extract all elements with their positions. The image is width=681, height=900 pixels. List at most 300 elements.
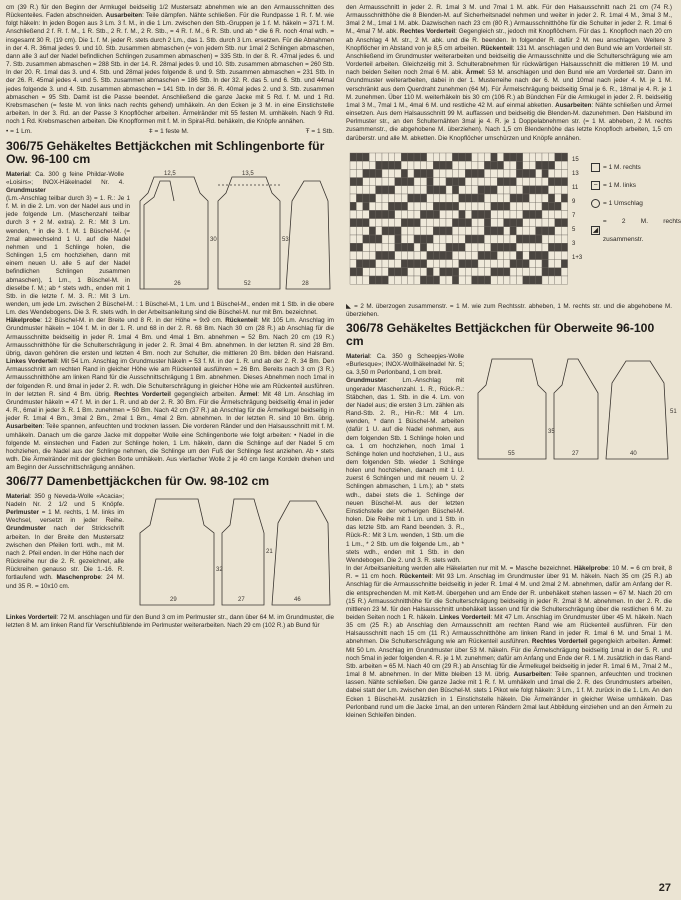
chart-cell [516, 226, 522, 234]
chart-cell [561, 218, 567, 226]
chart-cell [542, 259, 548, 267]
chart-cell [446, 177, 452, 185]
chart-cell [382, 218, 388, 226]
chart-cell [465, 185, 471, 193]
chart-cell [536, 194, 542, 202]
chart-cell [452, 202, 458, 210]
chart-cell [523, 243, 529, 251]
chart-cell [363, 194, 369, 202]
chart-cell [465, 161, 471, 169]
chart-cell [548, 243, 554, 251]
chart-cell [427, 251, 433, 259]
chart-cell [376, 259, 382, 267]
chart-cell [548, 169, 554, 177]
chart-cell [516, 259, 522, 267]
chart-cell [401, 218, 407, 226]
chart-cell [472, 251, 478, 259]
chart-cell [510, 276, 516, 284]
chart-cell [414, 185, 420, 193]
chart-cell [536, 226, 542, 234]
chart-cell [516, 276, 522, 284]
text: cm (39 R.) für den Beginn der Armkugel beidseitig 1/2 Mustersatz abnehmen wie an den Armausschnitten des Rückenteiles. Faden abschneiden. [6, 4, 334, 20]
chart-cell [427, 235, 433, 243]
label: Ärmel [465, 69, 484, 77]
chart-cell [497, 276, 503, 284]
label: Rechtes Vorderteil [114, 390, 171, 398]
chart-cell [510, 177, 516, 185]
chart-cell [452, 153, 458, 161]
chart-cell [510, 161, 516, 169]
label: Linkes Vorderteil [6, 358, 57, 366]
chart-cell [542, 169, 548, 177]
chart-cell [491, 267, 497, 275]
legend-label: = 2 M. rechts zusammenstr. [602, 217, 681, 243]
chart-cell [408, 185, 414, 193]
chart-cell [555, 161, 561, 169]
chart-cell [510, 202, 516, 210]
chart-cell [561, 259, 567, 267]
chart-cell [446, 235, 452, 243]
chart-cell [369, 202, 375, 210]
label: Rückenteil [480, 44, 513, 52]
chart-cell [401, 202, 407, 210]
chart-cell [363, 267, 369, 275]
chart-cell [356, 194, 362, 202]
text: : 24 M. und 35 R. = 10x10 cm. [6, 574, 125, 590]
chart-cell [465, 153, 471, 161]
chart-cell [356, 161, 362, 169]
chart-cell [536, 161, 542, 169]
chart-cell [446, 169, 452, 177]
chart-cell [414, 218, 420, 226]
chart-cell [420, 177, 426, 185]
row-label: 15 [572, 156, 579, 163]
text: In der Arbeitsanleitung werden alle Häkelarten nur mit M. = Masche bezeichnet. [346, 565, 572, 573]
chart-cell [427, 226, 433, 234]
row-label: 1+3 [572, 254, 583, 261]
chart-cell [388, 267, 394, 275]
chart-cell [446, 153, 452, 161]
chart-cell [478, 153, 484, 161]
text: : 10 M. = 6 cm breit, 8 R. = 11 cm hoch. [346, 565, 672, 581]
chart-cell [414, 251, 420, 259]
chart-cell [408, 243, 414, 251]
chart-cell [472, 194, 478, 202]
chart-cell [555, 226, 561, 234]
chart-cell [433, 161, 439, 169]
paragraph [346, 4, 672, 143]
legend-item [591, 195, 681, 213]
chart-cell [427, 194, 433, 202]
chart-cell [523, 235, 529, 243]
label: Rückenteil [399, 573, 432, 581]
paragraph [6, 317, 334, 472]
chart-cell [350, 267, 356, 275]
chart-cell [356, 267, 362, 275]
chart-cell [452, 218, 458, 226]
chart-cell [523, 161, 529, 169]
chart-cell [420, 235, 426, 243]
chart-cell [459, 226, 465, 234]
text-block [346, 377, 464, 565]
chart-cell [523, 210, 529, 218]
chart-cell [433, 226, 439, 234]
chart-cell [440, 177, 446, 185]
chart-cell [363, 177, 369, 185]
chart-cell [356, 185, 362, 193]
chart-cell [420, 243, 426, 251]
chart-cell [369, 226, 375, 234]
chart-cell [369, 177, 375, 185]
chart-cell [529, 276, 535, 284]
chart-cell [459, 202, 465, 210]
chart-cell [548, 251, 554, 259]
chart-cell [465, 210, 471, 218]
chart-cell [395, 161, 401, 169]
chart-cell [356, 218, 362, 226]
chart-cell [504, 259, 510, 267]
chart-cell [561, 276, 567, 284]
chart-cell [440, 267, 446, 275]
chart-cell [516, 218, 522, 226]
chart-cell [491, 177, 497, 185]
chart-cell [484, 235, 490, 243]
chart-cell [356, 210, 362, 218]
chart-cell [523, 251, 529, 259]
chart-cell [427, 218, 433, 226]
chart-cell [529, 153, 535, 161]
chart-cell [408, 276, 414, 284]
chart-cell [446, 218, 452, 226]
chart-cell [420, 169, 426, 177]
chart-cell [388, 210, 394, 218]
paragraph [6, 4, 334, 126]
chart-cell [420, 202, 426, 210]
right-column [346, 4, 681, 720]
label: Material [6, 170, 30, 178]
chart-cell [388, 194, 394, 202]
chart-cell [510, 153, 516, 161]
text: : Gegengleich str., jedoch mit Knopflöchern. Für das 1. Knopfloch nach 20 cm ab Anschlag 4 M. str., 2 M. abk. und die R. beenden. In folgender R. dafür 2 M. neu anschlagen. Weitere 3 Knopflöcher im Abstand von je 8,5 cm arbeiten. [346, 28, 672, 52]
legend-item [306, 128, 334, 136]
chart-cell [542, 276, 548, 284]
chart-cell [484, 210, 490, 218]
chart-cell [491, 243, 497, 251]
chart-cell [491, 185, 497, 193]
chart-cell [472, 243, 478, 251]
chart-cell [548, 259, 554, 267]
chart-cell [433, 267, 439, 275]
chart-cell [516, 243, 522, 251]
chart-cell [536, 210, 542, 218]
text-block [346, 353, 464, 377]
label: Häkelprobe [574, 565, 609, 573]
section-heading: 306/75 Gehäkeltes Bettjäckchen mit Schlingenborte für Ow. 96-100 cm [6, 138, 325, 166]
chart-cell [510, 235, 516, 243]
chart-cell [363, 276, 369, 284]
chart-cell [529, 194, 535, 202]
chart-cell [408, 235, 414, 243]
chart-cell [555, 267, 561, 275]
chart-cell [516, 194, 522, 202]
chart-cell [459, 169, 465, 177]
chart-cell [369, 169, 375, 177]
chart-cell [516, 161, 522, 169]
chart-cell [484, 153, 490, 161]
chart-cell [548, 161, 554, 169]
chart-cell [356, 259, 362, 267]
text: : Ca. 300 g feine Phildar-Wolle «Loisirs»; INOX-Häkelnadel Nr. 4. [6, 170, 124, 186]
chart-cell [478, 169, 484, 177]
chart-cell [478, 276, 484, 284]
chart-cell [523, 202, 529, 210]
chart-cell [510, 194, 516, 202]
chart-cell [536, 169, 542, 177]
label: Ärmel [652, 638, 671, 646]
chart-cell [555, 218, 561, 226]
chart-cell [395, 226, 401, 234]
chart-cell [516, 177, 522, 185]
row-label: 7 [572, 212, 576, 219]
chart-cell [523, 169, 529, 177]
measurement-label: 52 [244, 280, 251, 287]
chart-cell [497, 169, 503, 177]
chart-cell [395, 218, 401, 226]
chart-cell [408, 169, 414, 177]
text: = 1 M. rechts, 1 M. links im Wechsel, versetzt in jeder Reihe. [6, 509, 124, 525]
chart-cell [414, 276, 420, 284]
chart-cell [452, 251, 458, 259]
chart-cell [427, 276, 433, 284]
chart-cell [369, 185, 375, 193]
chart-cell [363, 169, 369, 177]
row-label: 11 [572, 184, 579, 191]
chart-cell [452, 177, 458, 185]
label: Linkes Vorderteil [439, 613, 491, 621]
chart-cell [542, 202, 548, 210]
chart-cell [401, 161, 407, 169]
chart-cell [414, 243, 420, 251]
chart-cell [356, 276, 362, 284]
chart-cell [414, 226, 420, 234]
text: : Mit 105 Lm. Anschlag im Grundmuster häkeln = 104 f. M. in der 1. R. und 68 in der 2. R. 68 Bm. Nach 30 cm (28 R.) ab Anschlag für die Armausschnitte beidseitig in jeder R. 1mal 4 Bm. und 4mal 1 Bm. abnehmen = 52 Bm. Nach 20 cm (19 R.) Armausschnitthöhe für die Schulterschrägung in jeder 2. R. 3mal 4 Bm. abnehmen. In der letzten R. sind 28 Bm. übrig, davon gehören die ersten und letzten 4 Bm. noch zur Schulter, die mittleren 20 Bm. bilden den Halsrand. [6, 317, 335, 357]
chart-cell [414, 267, 420, 275]
chart-cell [356, 153, 362, 161]
chart-cell [561, 169, 567, 177]
chart-cell [529, 177, 535, 185]
chart-cell [542, 235, 548, 243]
chart-cell [401, 251, 407, 259]
legend-label: = 1 Lm. [10, 128, 32, 136]
chart-cell [484, 251, 490, 259]
chart-cell [478, 218, 484, 226]
chart-cell [497, 267, 503, 275]
chart-cell [478, 226, 484, 234]
chart-cell [555, 194, 561, 202]
chart-cell [478, 267, 484, 275]
label: Ausarbeiten [6, 423, 43, 431]
chart-cell [382, 177, 388, 185]
chart-cell [414, 169, 420, 177]
chart-cell [465, 226, 471, 234]
chart-cell [420, 161, 426, 169]
chart-cell [459, 259, 465, 267]
chart-cell [446, 276, 452, 284]
chart-cell [561, 177, 567, 185]
chart-cell [376, 243, 382, 251]
text: den Armausschnitt in jeder 2. R. 1mal 3 M. und 7mal 1 M. abk. Für den Halsausschnitt nach 21 cm (74 R.) Armausschnitthöhe die 8 Blenden-M. auf Sicherheitsnadel nehmen und weiter in jeder 2. R. 1mal 4 M., 3mal 3 M., 3mal 2 M., 1mal 1 M. abk. Dazwischen nach 23 cm (80 R.) Armausschnitthöhe für die Schulter in jeder 2. R. 1mal 6 M., 4mal 7 M. abk. [346, 4, 672, 36]
chart-cell [497, 194, 503, 202]
chart-cell [555, 185, 561, 193]
legend-label: = 1 Stb. [311, 128, 334, 136]
chart-cell [516, 185, 522, 193]
chart-cell [420, 153, 426, 161]
chart-cell [516, 169, 522, 177]
chart-cell [395, 243, 401, 251]
chart-cell [478, 177, 484, 185]
chart-cell [440, 251, 446, 259]
chart-cell [350, 161, 356, 169]
chart-cell [478, 243, 484, 251]
chart-cell [555, 276, 561, 284]
label: Rechtes Vorderteil [531, 638, 588, 646]
chart-cell [504, 161, 510, 169]
chart-cell [472, 276, 478, 284]
chart-cell [363, 226, 369, 234]
chart-cell [491, 202, 497, 210]
measurement-label: 21 [266, 548, 273, 555]
chart-cell [555, 235, 561, 243]
chart-cell [376, 185, 382, 193]
chart-cell [408, 210, 414, 218]
chart-cell [452, 194, 458, 202]
chart-cell [350, 169, 356, 177]
label: Ausarbeiten [513, 671, 551, 679]
chart-cell [529, 161, 535, 169]
chart-cell [356, 235, 362, 243]
paragraph [6, 614, 334, 630]
chart-cell [548, 218, 554, 226]
chart-cell [542, 218, 548, 226]
text: = 2 M. überzogen zusammenstr. = 1 M. wie zum Rechtsstr. abheben, 1 M. rechts str. und die abgehobene M. überziehen. [346, 302, 673, 318]
chart-cell [408, 194, 414, 202]
chart-cell [465, 202, 471, 210]
chart-cell [516, 210, 522, 218]
chart-cell [561, 185, 567, 193]
chart-cell [542, 153, 548, 161]
chart-cell [465, 218, 471, 226]
chart-cell [408, 259, 414, 267]
chart-cell [388, 235, 394, 243]
legend-item [6, 128, 32, 136]
chart-cell [484, 177, 490, 185]
chart-cell [350, 177, 356, 185]
chart-cell [472, 177, 478, 185]
chart-cell [433, 194, 439, 202]
chart-cell [510, 267, 516, 275]
chart-cell [356, 243, 362, 251]
row-label: 5 [572, 226, 576, 233]
chart-cell [420, 226, 426, 234]
chart-cell [408, 267, 414, 275]
chart-cell [427, 259, 433, 267]
chain-stitch-icon: • [6, 128, 9, 136]
label: Grundmuster [6, 525, 46, 533]
single-crochet-icon: ǂ [148, 128, 153, 136]
chart-cell [555, 251, 561, 259]
chart-cell [504, 243, 510, 251]
chart-cell [510, 243, 516, 251]
chart-cell [504, 210, 510, 218]
chart-cell [504, 267, 510, 275]
chart-cell [561, 153, 567, 161]
chart-cell [388, 153, 394, 161]
chart-cell [440, 276, 446, 284]
chart-cell [529, 226, 535, 234]
chart-cell [440, 218, 446, 226]
chart-cell [420, 259, 426, 267]
chart-cell [536, 251, 542, 259]
chart-cell [433, 276, 439, 284]
text: (Lm.-Anschlag teilbar durch 3) = 1. R.: Je 1 f. M. in die 2. Lm. von der Nadel aus und in jede folgende Lm. (Maschenzahl teilbar durch 3 + 2 M. extra). 2. R.: Mit 3 Lm. wenden, * in die 3. f. M. 1 Büschel-M. (= 2mal abwechselnd 1 U. auf die Nadel nehmen und 1 Schlinge holen, die Schlingen 1,5 cm hochziehen, dann mit einem neuen U. alle 5 auf der Nadel befindlichen Schlingen zusammen abmaschen), 1 Lm., 1 Büschel-M. in dieselbe f. M.; ab * stets wdh., enden mit 1 Stb. in die letzte f. M. 3. R.: Mit 3 Lm. wenden, um jede Lm. zwischen 2 Büschel-M. : 1 Büschel-M., 1 Lm. und 1 Büschel-M., enden mit 1 Stb. in die obere Lm. des Wendebogens. Die 3. R. stets wdh. In der Arbeitsanleitung sind die Büschel-M. nur mit Bm. bezeichnet. [6, 194, 334, 317]
chart-cell [350, 202, 356, 210]
chart-cell [356, 251, 362, 259]
chart-cell [446, 161, 452, 169]
chart-cell [478, 210, 484, 218]
text: : Mit 54 Lm. Anschlag im Grundmuster häkeln = 53 f. M. in der 1. R. und ab der 2. R. 34 Bm. Den Armausschnitt am rechten Rand in gleicher Höhe wie am Rückenteil ausführen = 26 Bm. Bereits nach 3 cm (3 R.) Armausschnitthöhe am linken Rand für die Ausschnittschrägung 1 Bm. abnehmen. Dieses Abnehmen noch 1mal in der folgenden R. und 8mal in jeder 2. R. wdh. Die Schulterschrägung in gleicher Höhe wie am Rückenteil ausführen. In der letzten R. sind 4 Bm. übrig. [6, 358, 334, 398]
row-label: 9 [572, 198, 576, 205]
chart-cell [369, 161, 375, 169]
chart-cell [459, 161, 465, 169]
chart-cell [420, 251, 426, 259]
chart-cell [401, 243, 407, 251]
chart-legend [591, 159, 681, 249]
section-heading: 306/78 Gehäkeltes Bettjäckchen für Oberweite 96-100 cm [346, 320, 655, 349]
chart-cell [555, 210, 561, 218]
text: gegengleich arbeiten. [587, 638, 651, 646]
chart-cell [363, 251, 369, 259]
label: Maschenprobe [56, 574, 101, 582]
paragraph [346, 303, 672, 319]
chart-cell [504, 185, 510, 193]
chart-cell [478, 235, 484, 243]
legend-label: = 1 M. rechts [603, 163, 641, 171]
chart-cell [401, 235, 407, 243]
chart-cell [350, 153, 356, 161]
text: : Teile spannen, anfeuchten und trocknen lassen. Die vorderen Ränder und den Halsausschnitt mit f. M. umhäkeln. Danach um die ganze Jacke mit doppelter Wolle eine Schlingenborte wie folgt arbeiten: • Nadel in die folgende M. einstechen und Faden zur Schlinge holen, 1 Lm. häkeln, dann die Schlinge auf der Nadel 5 cm hochziehen, die Nadel aus der Schlinge nehmen, die Schlinge um den Fuß der Schlinge fest anziehen. Ab • stets wdh. Die Ärmelränder mit der gleichen Borte umhäkeln. Aus vierfacher Wolle 2 je 40 cm lange Kordeln drehen und am Beginn der Ausschnittschrägung annähen. [6, 423, 334, 472]
chart-cell [465, 251, 471, 259]
chart-cell [523, 177, 529, 185]
chart-cell [459, 210, 465, 218]
chart-cell [376, 267, 382, 275]
chart-cell [555, 202, 561, 210]
chart-cell [356, 169, 362, 177]
chart-cell [408, 226, 414, 234]
chart-cell [401, 185, 407, 193]
chart-cell [369, 259, 375, 267]
chart-cell [452, 276, 458, 284]
chart-cell [504, 251, 510, 259]
chart-cell [427, 169, 433, 177]
chart-cell [561, 161, 567, 169]
chart-cell [536, 218, 542, 226]
chart-cell [452, 267, 458, 275]
text: : Nähte schließen und Ärmel einsetzen. Aus dem Halsausschnitt 99 M. auffassen und beidseitig die Blenden-M. dazunehmen. Den Halsbund im Perlmuster str., an den Schulternähten 3mal je 4. R. je 1 Doppelabnehmen str. (= 1 M. abheben, 2 M. rechts zusammenstr., die abgehobene M. überziehen). Nach 1,5 cm Blendenhöhe das letzte Knopfloch arbeiten, 1,5 cm darüberstr. und alle M. abketten. Die Knopflöcher umschürzen und Knöpfe annähen. [346, 101, 673, 142]
chart-cell [440, 194, 446, 202]
chart-cell [363, 185, 369, 193]
chart-cell [497, 259, 503, 267]
chart-cell [484, 194, 490, 202]
